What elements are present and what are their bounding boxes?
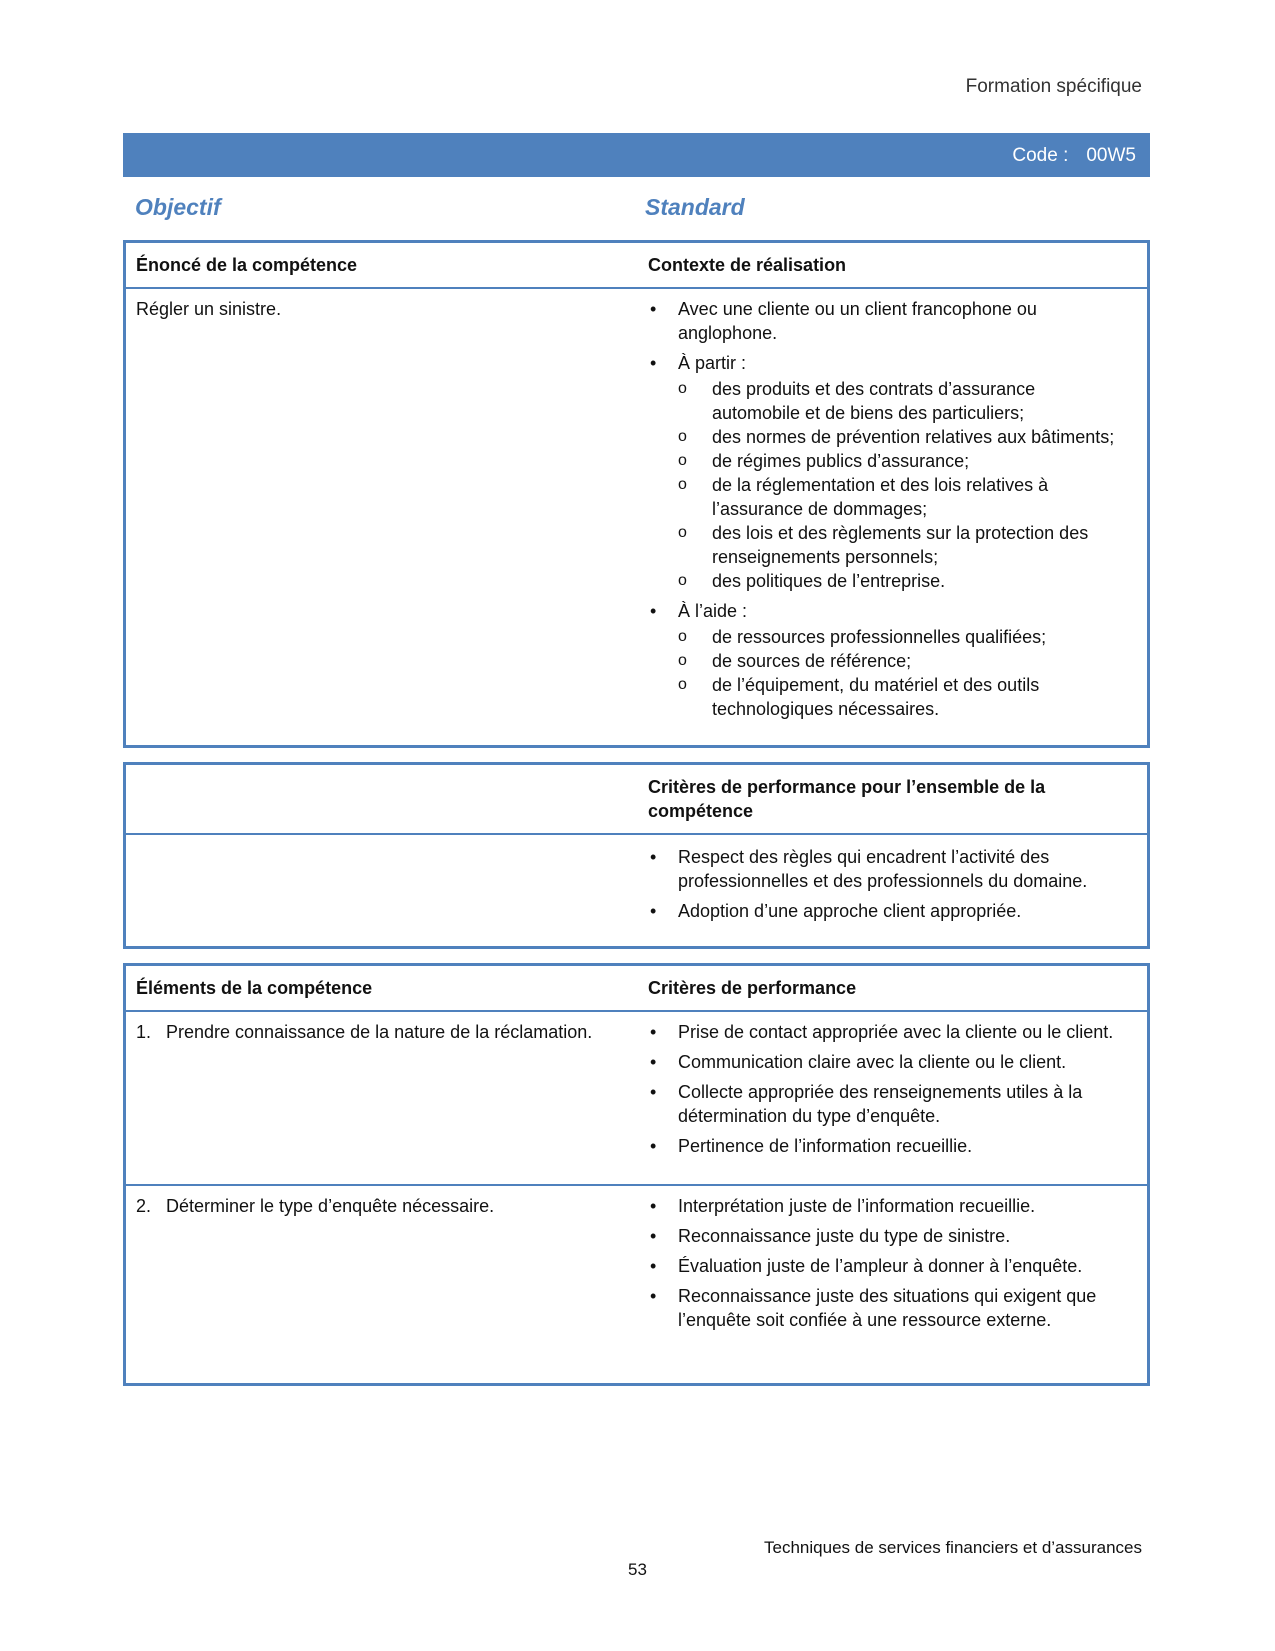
enonce-heading: Énoncé de la compétence: [136, 255, 358, 275]
elements-header-row: [126, 966, 1147, 1012]
enonce-section: [123, 240, 1150, 748]
context-list: [648, 297, 1126, 721]
code-label: Code :: [1012, 145, 1069, 166]
context-subitem: o de régimes publics d’assurance;: [678, 449, 1126, 473]
element-row: [126, 1012, 1147, 1184]
criterion-item: • Communication claire avec la cliente ou le client.: [648, 1050, 1126, 1074]
criterion-item: • Prise de contact appropriée avec la cliente ou le client.: [648, 1020, 1126, 1044]
element-row: [126, 1184, 1147, 1346]
context-subitem: o de sources de référence;: [678, 649, 1126, 673]
context-item: • À l’aide : o de ressources professionnelles qualifiées; o de sources de référence; o de l’équipement, du matériel et des outils technologiques nécessaires.: [648, 599, 1126, 721]
context-subitem: o de la réglementation et des lois relatives à l’assurance de dommages;: [678, 473, 1126, 521]
context-subitem: o des produits et des contrats d’assurance automobile et de biens des particuliers;: [678, 377, 1126, 425]
context-subitem: o de ressources professionnelles qualifiées;: [678, 625, 1126, 649]
context-subitem: o des normes de prévention relatives aux bâtiments;: [678, 425, 1126, 449]
code-bar: [123, 133, 1150, 177]
page-number: 53: [628, 1560, 647, 1579]
global-criteria-list: [648, 845, 1126, 923]
criterion-item: • Interprétation juste de l’information recueillie.: [648, 1194, 1126, 1218]
standard-title: Standard: [645, 194, 745, 220]
footer-program: Techniques de services financiers et d’assurances: [764, 1538, 1142, 1557]
context-item: • Avec une cliente ou un client francophone ou anglophone.: [648, 297, 1126, 345]
global-criteria-body-row: [126, 835, 1147, 937]
element-label: Déterminer le type d’enquête nécessaire.: [166, 1196, 495, 1216]
contexte-heading: Contexte de réalisation: [648, 255, 847, 275]
elements-section: [123, 963, 1150, 1386]
competence-statement: Régler un sinistre.: [136, 299, 282, 319]
context-sublist: [678, 625, 1126, 721]
enonce-header-row: [126, 243, 1147, 289]
context-item: • À partir : o des produits et des contrats d’assurance automobile et de biens des particuliers; o des normes de prévention relatives aux bâtiments; o de régimes publics d’assurance; o de la réglementation et des lois relatives à l’assurance de dommages; o des lois et des règlements sur la protection des renseignements personnels; o des politiques de l’entreprise.: [648, 351, 1126, 593]
criterion-item: • Évaluation juste de l’ampleur à donner à l’enquête.: [648, 1254, 1126, 1278]
elements-heading: Éléments de la compétence: [136, 978, 373, 998]
context-subitem: o de l’équipement, du matériel et des outils technologiques nécessaires.: [678, 673, 1126, 721]
header-label: Formation spécifique: [965, 76, 1142, 97]
criterion-item: • Reconnaissance juste du type de sinistre.: [648, 1224, 1126, 1248]
context-sublist: [678, 377, 1126, 593]
criterion-item: • Adoption d’une approche client appropriée.: [648, 899, 1126, 923]
criterion-item: • Collecte appropriée des renseignements utiles à la détermination du type d’enquête.: [648, 1080, 1126, 1128]
enonce-body-row: [126, 289, 1147, 735]
objectif-title: Objectif: [135, 194, 221, 220]
criterion-item: • Pertinence de l’information recueillie.: [648, 1134, 1126, 1158]
context-subitem: o des politiques de l’entreprise.: [678, 569, 1126, 593]
criteria-list: [648, 1020, 1126, 1158]
global-criteria-heading: Critères de performance pour l’ensemble de la compétence: [648, 777, 1046, 821]
criterion-item: • Reconnaissance juste des situations qui exigent que l’enquête soit confiée à une ressource externe.: [648, 1284, 1126, 1332]
element-number: 2.: [136, 1196, 152, 1216]
global-criteria-header-row: [126, 765, 1147, 835]
criteria-heading: Critères de performance: [648, 978, 857, 998]
element-label: Prendre connaissance de la nature de la réclamation.: [166, 1022, 593, 1042]
criteria-list: [648, 1194, 1126, 1332]
element-number: 1.: [136, 1022, 152, 1042]
element-text: [136, 1194, 626, 1218]
code-value: 00W5: [1086, 145, 1136, 166]
criterion-item: • Respect des règles qui encadrent l’activité des professionnelles et des professionnels du domaine.: [648, 845, 1126, 893]
context-subitem: o des lois et des règlements sur la protection des renseignements personnels;: [678, 521, 1126, 569]
global-criteria-section: [123, 762, 1150, 949]
element-text: [136, 1020, 626, 1044]
